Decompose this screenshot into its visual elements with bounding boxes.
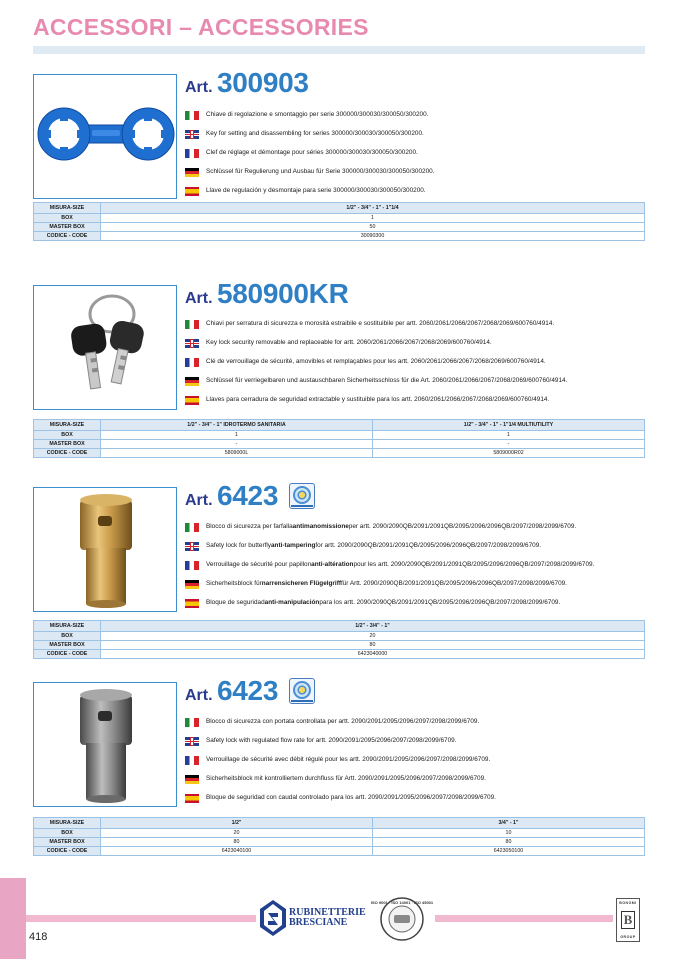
art-prefix: Art. [185, 79, 213, 96]
description-es: Bloque de seguridad con caudal controlado para los artt. 2090/2091/2095/2096/2097/2098/2099/6709. [185, 789, 655, 808]
side-tab [0, 878, 26, 959]
description-en: Safety lock for butterfly anti-tampering for artt. 2090/2090QB/2091/2091QB/2095/2096/2096QB/2097/2098/2099/6709. [185, 537, 655, 556]
product-image-brass-lock [33, 487, 177, 612]
steel-lock-icon [34, 683, 178, 808]
germany-flag-icon [185, 377, 199, 386]
description-it: Blocco di sicurezza per farfalla antimanomissione per artt. 2090/2090QB/2091/2091QB/2095/2096/2096QB/2097/2098/2099/6709. [185, 518, 655, 537]
art-prefix: Art. [185, 492, 213, 509]
spec-table: MISURA-SIZE 1/2" 3/4" - 1" BOX 20 10 MASTER BOX 80 80 CODICE - CODE 6423040100 6423050100 [33, 817, 645, 856]
description-es: Bloque de seguridad anti-manipulación para los artt. 2090/2090QB/2091/2091QB/2095/2096/2096QB/2097/2098/2099/6709. [185, 594, 655, 613]
france-flag-icon [185, 561, 199, 570]
product-image-wrench [33, 74, 177, 199]
certification-badge-icon [289, 483, 315, 509]
spec-table: MISURA-SIZE 1/2" - 3/4" - 1" IDROTERMO SANITARIA 1/2" - 3/4" - 1" - 1"1/4 MULTIUTILITY BOX 1 1 MASTER BOX - - CODICE - CODE 5809000L 5809000R02 [33, 419, 645, 458]
page-number: 418 [29, 931, 48, 943]
italy-flag-icon [185, 111, 199, 120]
title-rule [33, 46, 645, 54]
description-es: Llaves para cerradura de seguridad extractable y sustituible para los artt. 2060/2061/2066/2067/2068/2069/600760/4914. [185, 391, 655, 410]
product-image-keys [33, 285, 177, 410]
product-image-steel-lock [33, 682, 177, 807]
art-number: 580900KR [217, 278, 349, 309]
art-heading [185, 67, 309, 99]
uk-flag-icon [185, 737, 199, 746]
brand-shield-icon [259, 899, 287, 937]
brand-logo [259, 899, 369, 937]
art-number: 6423 [217, 480, 279, 511]
spain-flag-icon [185, 599, 199, 608]
description-es: Llave de regulación y desmontaje para serie 300000/300030/300050/300200. [185, 182, 655, 201]
art-heading [185, 480, 315, 512]
art-number: 300903 [217, 67, 309, 98]
uk-flag-icon [185, 130, 199, 139]
spec-table: MISURA-SIZE 1/2" - 3/4" - 1" BOX 20 MASTER BOX 80 CODICE - CODE 6423040000 [33, 620, 645, 659]
spain-flag-icon [185, 794, 199, 803]
italy-flag-icon [185, 718, 199, 727]
description-list [185, 518, 655, 613]
description-fr: Clé de verrouillage de sécurité, amovibles et remplaçables pour les artt. 2060/2061/2066/2067/2068/2069/600760/4914. [185, 353, 655, 372]
certification-badge-icon [289, 678, 315, 704]
france-flag-icon [185, 149, 199, 158]
description-list [185, 106, 655, 201]
art-prefix: Art. [185, 687, 213, 704]
uk-flag-icon [185, 542, 199, 551]
description-de: Sicherheitsblock mit kontrolliertem durchfluss für Artt. 2090/2091/2095/2096/2097/2098/2099/6709. [185, 770, 655, 789]
spain-flag-icon [185, 187, 199, 196]
description-fr: Clef de réglage et démontage pour séries 300000/300030/300050/300200. [185, 144, 655, 163]
footer-rule-left [26, 915, 256, 922]
uk-flag-icon [185, 339, 199, 348]
description-fr: Verrouillage de sécurité pour papillon anti-altération pour les artt. 2090/2090QB/2091/2091QB/2095/2096/2096QB/2097/2098/2099/6709. [185, 556, 655, 575]
description-de: Sicherheitsblock für narrensicheren Flügelgriff für Artt. 2090/2090QB/2091/2091QB/2095/2096/2096QB/2097/2098/2099/6709. [185, 575, 655, 594]
iso-seal-text: ISO 9001 · ISO 14001 · ISO 45001 [370, 900, 434, 905]
page-title: ACCESSORI – ACCESSORIES [33, 14, 369, 40]
description-list [185, 315, 655, 410]
art-number: 6423 [217, 675, 279, 706]
brass-lock-icon [34, 488, 178, 613]
art-heading [185, 278, 349, 310]
description-fr: Verrouillage de sécurité avec débit régulé pour les artt. 2090/2091/2095/2096/2097/2098/2099/6709. [185, 751, 655, 770]
key-icon [34, 286, 178, 411]
art-heading [185, 675, 315, 707]
spec-table: MISURA-SIZE 1/2" - 3/4" - 1" - 1"1/4 BOX 1 MASTER BOX 50 CODICE - CODE 30090300 [33, 202, 645, 241]
art-prefix: Art. [185, 290, 213, 307]
spain-flag-icon [185, 396, 199, 405]
description-it: Chiavi per serratura di sicurezza e morosità estraibile e sostituibile per artt. 2060/2061/2066/2067/2068/2069/600760/4914. [185, 315, 655, 334]
italy-flag-icon [185, 523, 199, 532]
germany-flag-icon [185, 775, 199, 784]
brand-name: RUBINETTERIE BRESCIANE [289, 907, 366, 928]
description-en: Key for setting and disassembling for series 300000/300030/300050/300200. [185, 125, 655, 144]
wrench-icon [34, 75, 178, 200]
description-en: Key lock security removable and replaceable for artt. 2060/2061/2066/2067/2068/2069/600760/4914. [185, 334, 655, 353]
description-en: Safety lock with regulated flow rate for artt. 2090/2091/2095/2096/2097/2098/2099/6709. [185, 732, 655, 751]
footer-rule-right [435, 915, 613, 922]
germany-flag-icon [185, 168, 199, 177]
description-de: Schlüssel für verriegelbaren und austauschbaren Sicherheitsschloss für die Art. 2060/2061/2066/2067/2068/2069/600760/4914. [185, 372, 655, 391]
description-de: Schlüssel für Regulierung und Ausbau für Serie 300000/300030/300050/300200. [185, 163, 655, 182]
description-list [185, 713, 655, 808]
group-logo: BONOMI B GROUP [616, 898, 640, 942]
france-flag-icon [185, 358, 199, 367]
france-flag-icon [185, 756, 199, 765]
iso-certification-seal [370, 896, 434, 942]
description-it: Chiave di regolazione e smontaggio per serie 300000/300030/300050/300200. [185, 106, 655, 125]
description-it: Blocco di sicurezza con portata controllata per artt. 2090/2091/2095/2096/2097/2098/2099/6709. [185, 713, 655, 732]
germany-flag-icon [185, 580, 199, 589]
italy-flag-icon [185, 320, 199, 329]
